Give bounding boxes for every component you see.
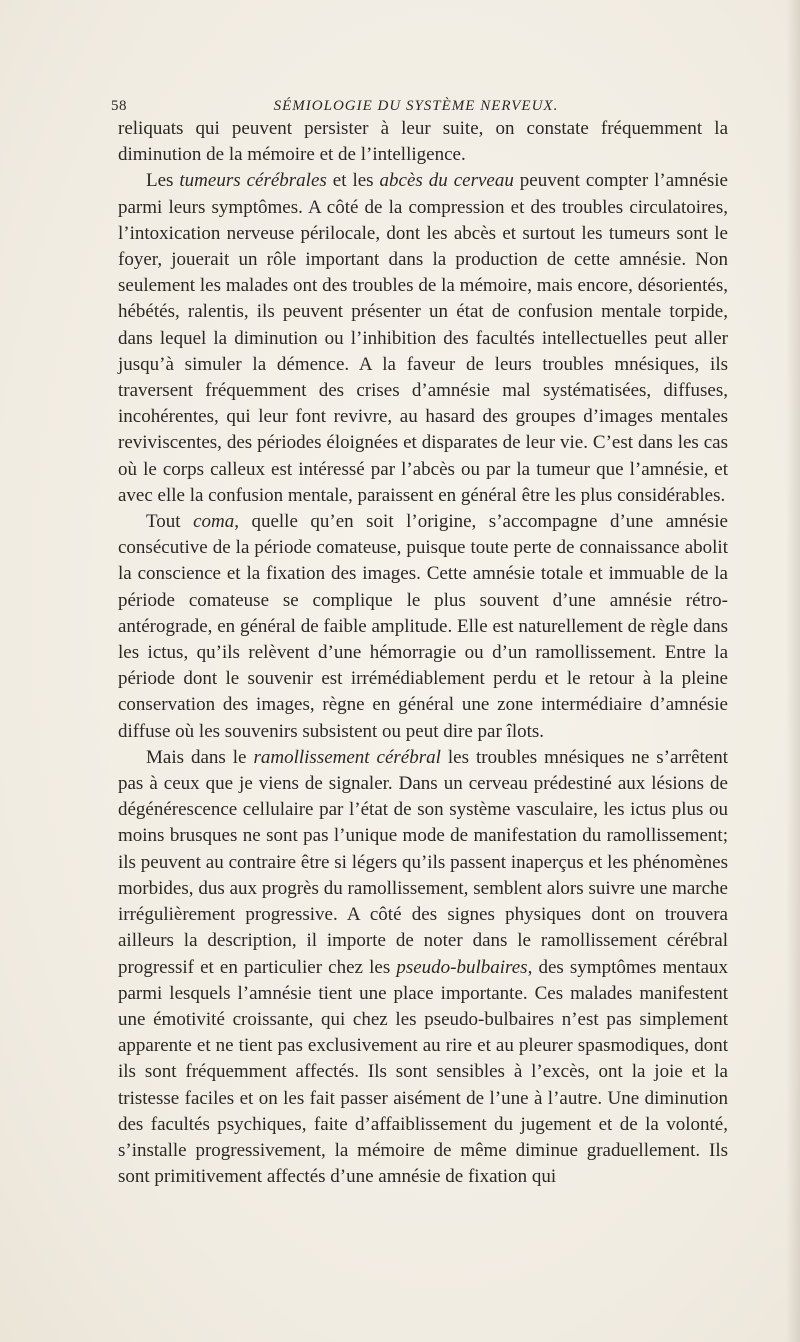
paragraph-3 xyxy=(118,509,728,745)
emphasis-tumeurs-cerebrales: tumeurs cérébrales xyxy=(179,170,327,192)
paragraph-1: reliquats qui peuvent persister à leur suite, on constate fréquemment la diminution de la mémoire et de l’intelligence. xyxy=(118,118,728,166)
text-run: peuvent compter l’amnésie parmi leurs symptômes. A côté de la compression et des troubles circulatoires, l’intoxication nerveuse périlocale, dont les abcès et surtout les tumeurs sont le foyer, jouerait un rôle important dans la production de cette amnésie. Non seulement les malades ont des troubles de la mémoire, mais encore, désorientés, hébétés, ralentis, ils peuvent présenter un état de confusion mentale torpide, dans lequel la diminution ou l’inhibition des facultés intellectuelles peut aller jusqu’à simuler la démence. A la faveur de leurs troubles mnésiques, ils traversent fréquemment des crises d’amnésie mal systématisées, diffuses, incohérentes, qui leur font revivre, au hasard des groupes d’images mentales reviviscentes, des périodes éloignées et disparates de leur vie. C’est dans les cas où le corps calleux est intéressé par l’abcès ou par la tumeur que l’amnésie, et avec elle la confusion mentale, paraissent en général être les plus considérables. xyxy=(118,170,728,506)
text-run: Mais dans le xyxy=(146,746,254,768)
page-number: 58 xyxy=(111,98,127,114)
text-run: les troubles mnésiques ne s’arrêtent pas à ceux que je viens de signaler. Dans un cerveau prédestiné aux lésions de dégénérescence cellulaire par l’état de son système vasculaire, les ictus plus ou moins brusques ne sont pas l’unique mode de manifestation du ramollissement; ils peuvent au contraire être si légers qu’ils passent inaperçus et les phénomènes morbides, dus aux progrès du ramollissement, semblent alors suivre une marche irrégulièrement progressive. A côté des signes physiques dont on trouvera ailleurs la description, il importe de noter dans le ramollissement cérébral progressif et en particulier chez les xyxy=(118,746,728,978)
page-edge-shadow xyxy=(786,0,800,1342)
emphasis-abces-du-cerveau: abcès du cerveau xyxy=(379,170,514,192)
paragraph-4 xyxy=(118,745,728,1190)
emphasis-ramollissement-cerebral: ramollissement cérébral xyxy=(253,746,441,768)
text-run: Tout xyxy=(146,511,194,533)
body-text xyxy=(118,116,728,1190)
text-run: , quelle qu’en soit l’origine, s’accompagne d’une amnésie consécutive de la période comateuse, puisque toute perte de connaissance abolit la conscience et la fixation des images. Cette amnésie totale et immuable de la période comateuse se complique le plus souvent d’une amnésie rétro-antérograde, en général de faible amplitude. Elle est naturellement de règle dans les ictus, qu’ils relèvent d’une hémorragie ou d’un ramollissement. Entre la période dont le souvenir est irrémédiablement perdu et le retour à la pleine conservation des images, règne en général une zone intermédiaire d’amnésie diffuse où les souvenirs subsistent ou peut dire par îlots. xyxy=(118,511,728,742)
emphasis-pseudo-bulbaires: pseudo-bulbaires xyxy=(396,956,528,978)
emphasis-coma: coma xyxy=(193,511,235,533)
running-title: SÉMIOLOGIE DU SYSTÈME NERVEUX. xyxy=(273,98,559,114)
paragraph-2 xyxy=(118,168,728,509)
text-run: , des symptômes mentaux parmi lesquels l’amnésie tient une place importante. Ces malades manifestent une émotivité croissante, qui chez les pseudo-bulbaires n’est pas simplement apparente et ne tient pas exclusivement au rire et au pleurer spasmodiques, dont ils sont fréquemment affectés. Ils sont sensibles à l’excès, ont la joie et la tristesse faciles et on les fait passer aisément de l’une à l’autre. Une diminution des facultés psychiques, faite d’affaiblissement du jugement et de la volonté, s’installe progressivement, la mémoire de même diminue graduellement. Ils sont primitivement affectés d’une amnésie de fixation qui xyxy=(118,956,729,1188)
text-run: Les xyxy=(146,170,180,192)
text-run: et les xyxy=(326,170,380,192)
